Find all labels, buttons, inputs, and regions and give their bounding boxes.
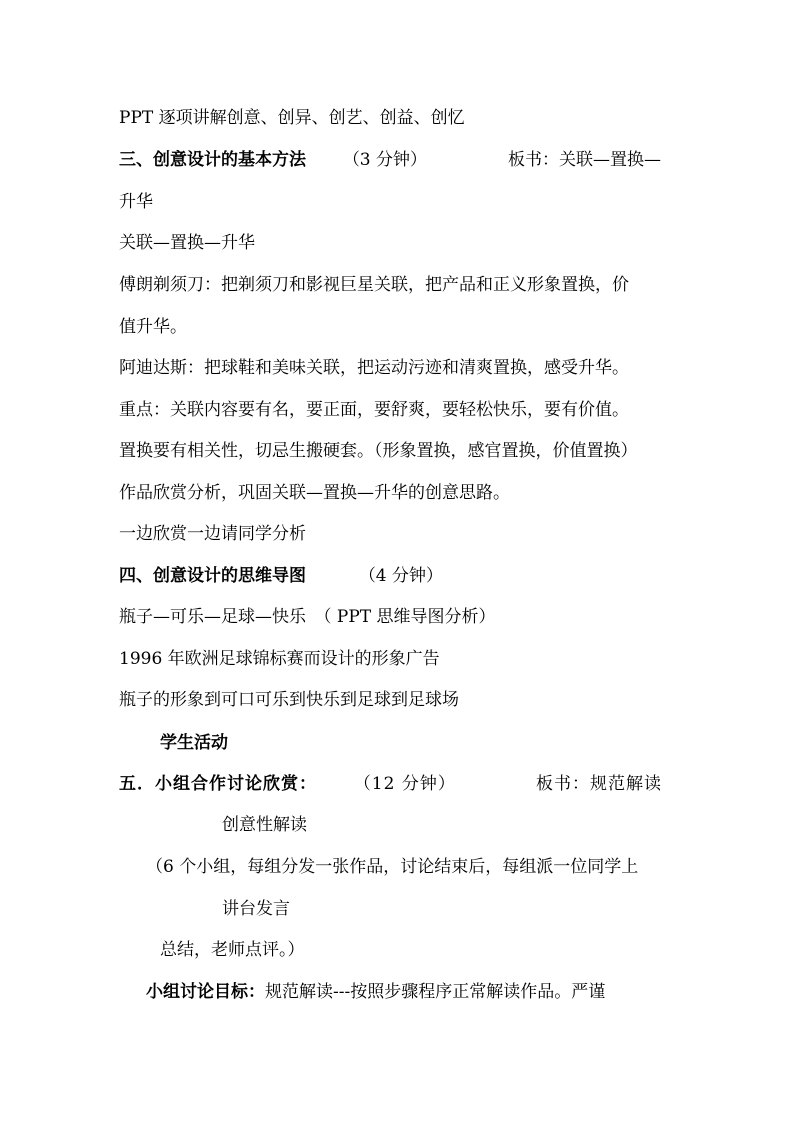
text-line: 总结，老师点评。） — [160, 940, 305, 960]
section-heading — [119, 564, 443, 588]
text-line: 傅朗剃须刀：把剃须刀和影视巨星关联，把产品和正义形象置换，价 — [119, 275, 629, 295]
duration-text: （12 分钟） — [353, 774, 456, 794]
subheading: 学生活动 — [160, 733, 228, 753]
board-note: 板书：关联—置换— — [508, 150, 661, 170]
duration-text: （4 分钟） — [358, 566, 444, 586]
text-line: 1996 年欧洲足球锦标赛而设计的形象广告 — [119, 649, 440, 669]
text-line: 升华 — [119, 192, 153, 212]
text-line: 一边欣赏一边请同学分析 — [119, 524, 306, 544]
goal-text: 规范解读---按照步骤程序正常解读作品。严谨 — [265, 982, 606, 1002]
text-line: 置换要有相关性，切忌生搬硬套。（形象置换，感官置换，价值置换） — [119, 441, 638, 461]
text-line: 重点：关联内容要有名，要正面，要舒爽，要轻松快乐，要有价值。 — [119, 400, 629, 420]
heading-text: 四、创意设计的思维导图 — [119, 566, 306, 586]
text-line: （6 个小组，每组分发一张作品，讨论结束后，每组派一位同学上 — [146, 857, 639, 877]
goal-label: 小组讨论目标： — [146, 982, 265, 1002]
section-heading — [119, 772, 456, 796]
text-line: 瓶子的形象到可口可乐到快乐到足球到足球场 — [119, 690, 459, 710]
text-line: PPT 逐项讲解创意、创异、创艺、创益、创忆 — [119, 108, 465, 128]
text-line: 阿迪达斯：把球鞋和美味关联，把运动污迹和清爽置换，感受升华。 — [119, 358, 629, 378]
text-line: 瓶子—可乐—足球—快乐 （ PPT 思维导图分析） — [119, 607, 496, 627]
board-note: 板书：规范解读 — [536, 774, 662, 794]
goal-line — [146, 980, 605, 1004]
text-line: 讲台发言 — [222, 899, 290, 919]
text-line: 值升华。 — [119, 317, 187, 337]
duration-text: （3 分钟） — [342, 150, 428, 170]
board-note-continued: 创意性解读 — [222, 815, 307, 835]
section-heading — [119, 148, 427, 172]
text-line: 关联—置换—升华 — [119, 233, 255, 253]
heading-text: 五．小组合作讨论欣赏： — [119, 774, 317, 794]
heading-text: 三、创意设计的基本方法 — [119, 150, 306, 170]
text-line: 作品欣赏分析，巩固关联—置换—升华的创意思路。 — [119, 483, 510, 503]
